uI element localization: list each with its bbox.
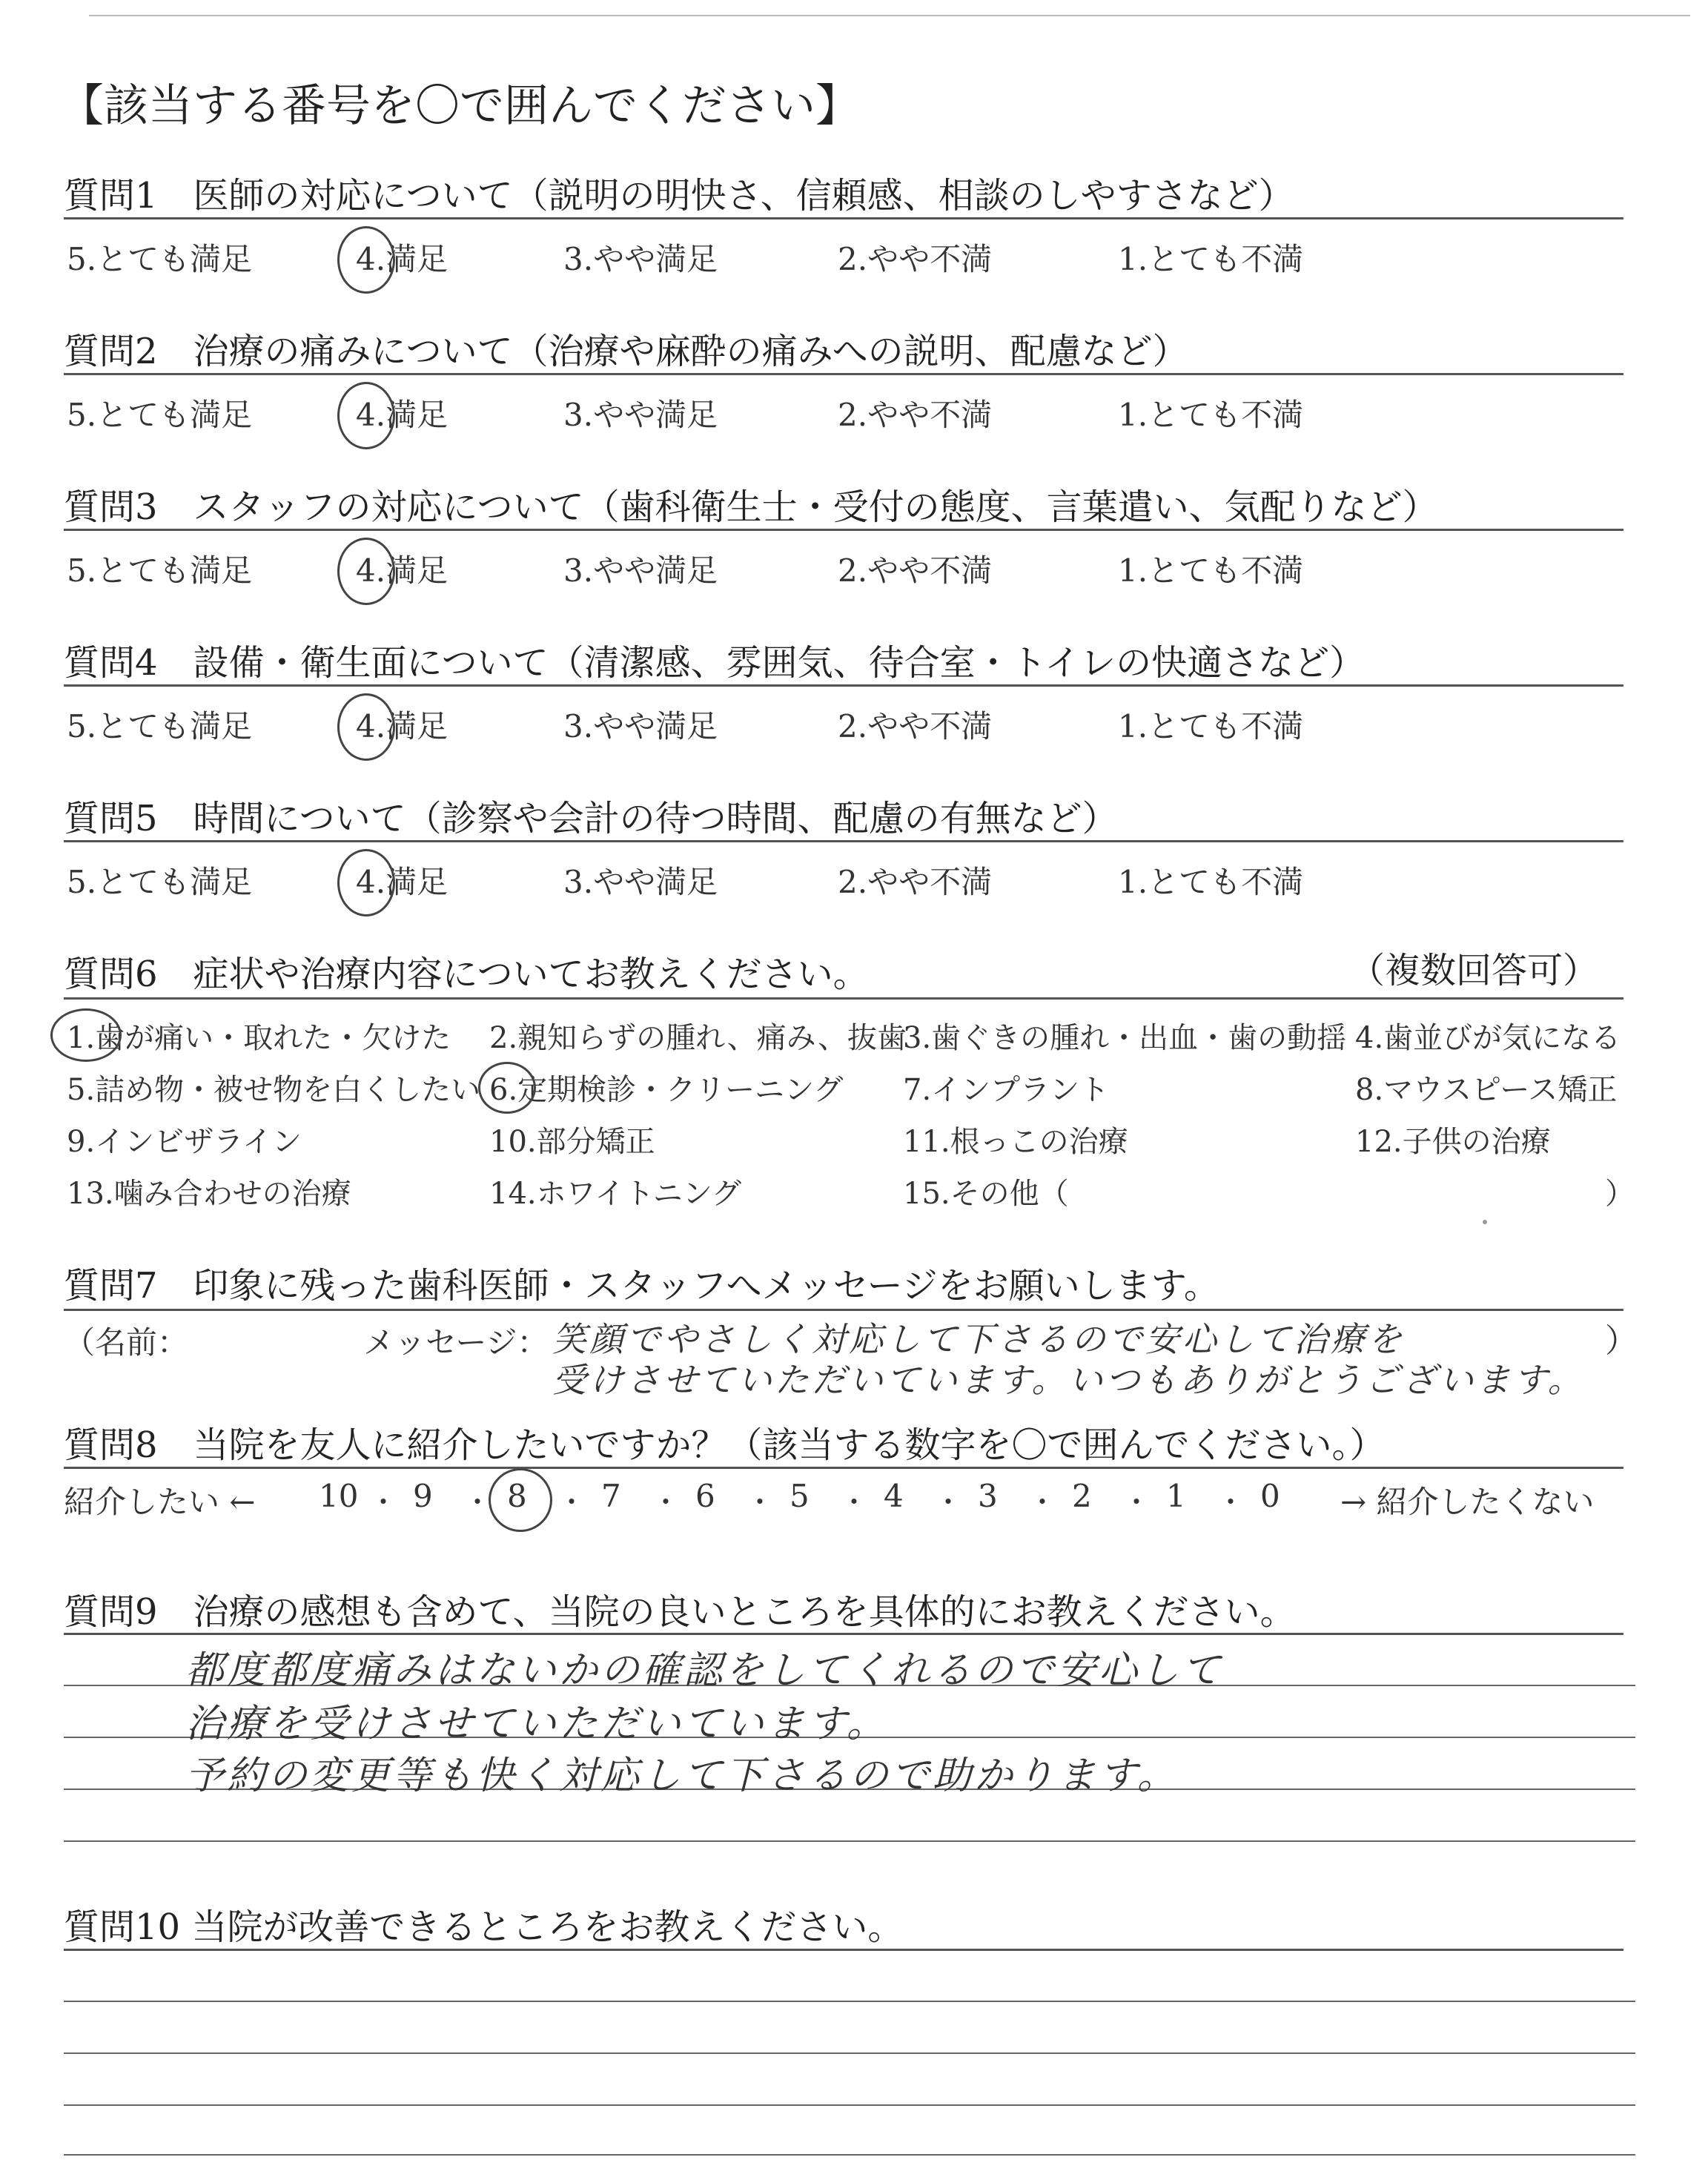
satisfaction-option[interactable]: 4.満足 xyxy=(356,397,448,433)
question-title: 質問5 時間について（診察や会計の待つ時間、配慮の有無など） xyxy=(64,798,1118,839)
q8-scale-value[interactable]: 2 xyxy=(1072,1478,1092,1514)
q6-option[interactable]: 12.子供の治療 xyxy=(1355,1125,1551,1159)
q8-separator: ・ xyxy=(369,1486,398,1519)
question-title: 質問2 治療の痛みについて（治療や麻酔の痛みへの説明、配慮など） xyxy=(64,331,1188,372)
q7-name-label: （名前： xyxy=(64,1324,189,1361)
q6-option[interactable]: 5.詰め物・被せ物を白くしたい xyxy=(67,1073,481,1107)
q7-title: 質問7 印象に残った歯科医師・スタッフへメッセージをお願いします。 xyxy=(64,1265,1219,1307)
scan-speck xyxy=(1483,1220,1487,1224)
satisfaction-option[interactable]: 4.満足 xyxy=(356,241,448,277)
satisfaction-option[interactable]: 1.とても不満 xyxy=(1118,397,1304,433)
question-rule xyxy=(64,529,1623,531)
satisfaction-option[interactable]: 5.とても満足 xyxy=(67,708,253,744)
q8-separator: ・ xyxy=(652,1486,681,1519)
q6-option[interactable]: 7.インプラント xyxy=(903,1073,1110,1107)
q8-separator: ・ xyxy=(934,1486,963,1519)
satisfaction-option[interactable]: 3.やや満足 xyxy=(563,241,718,277)
satisfaction-option[interactable]: 3.やや満足 xyxy=(563,708,718,744)
q6-title: 質問6 症状や治療内容についてお教えください。 xyxy=(64,954,869,995)
q6-option[interactable]: 6.定期検診・クリーニング xyxy=(489,1073,844,1107)
q8-separator: ・ xyxy=(1122,1486,1151,1519)
q6-option[interactable]: 3.歯ぐきの腫れ・出血・歯の動揺 xyxy=(903,1021,1347,1055)
selection-circle xyxy=(337,226,395,294)
q10-line xyxy=(64,2001,1635,2002)
question-rule xyxy=(64,217,1623,219)
q8-left-label: 紹介したい ← xyxy=(64,1484,256,1520)
satisfaction-option[interactable]: 2.やや不満 xyxy=(838,708,993,744)
q6-option[interactable]: 10.部分矯正 xyxy=(489,1125,655,1159)
q8-title: 質問8 当院を友人に紹介したいですか？（該当する数字を〇で囲んでください。） xyxy=(64,1424,1386,1466)
satisfaction-option[interactable]: 2.やや不満 xyxy=(838,241,993,277)
q8-scale-value[interactable]: 4 xyxy=(884,1478,904,1514)
selection-circle xyxy=(337,693,395,761)
satisfaction-option[interactable]: 3.やや満足 xyxy=(563,864,718,900)
q8-right-label: → 紹介したくない xyxy=(1340,1484,1595,1520)
selection-circle xyxy=(337,849,395,916)
q7-message-line1: 笑顔でやさしく対応して下さるので安心して治療を xyxy=(552,1319,1405,1359)
satisfaction-option[interactable]: 5.とても満足 xyxy=(67,397,253,433)
q8-separator: ・ xyxy=(840,1486,869,1519)
selection-circle xyxy=(478,1062,536,1114)
question-title: 質問3 スタッフの対応について（歯科衛生士・受付の態度、言葉遣い、気配りなど） xyxy=(64,486,1438,528)
q6-option[interactable]: 15.その他（ xyxy=(903,1177,1069,1211)
satisfaction-option[interactable]: 1.とても不満 xyxy=(1118,708,1304,744)
question-title: 質問4 設備・衛生面について（清潔感、雰囲気、待合室・トイレの快適さなど） xyxy=(64,642,1366,684)
selection-circle xyxy=(337,382,395,449)
q6-note: （複数回答可） xyxy=(1349,950,1599,991)
q6-rule xyxy=(64,997,1623,1000)
question-rule xyxy=(64,840,1623,842)
q9-rule xyxy=(64,1633,1623,1635)
q9-answer-line: 予約の変更等も快く対応して下さるので助かります。 xyxy=(185,1754,1179,1798)
question-rule xyxy=(64,684,1623,687)
q10-title: 質問10 当院が改善できるところをお教えください。 xyxy=(64,1906,904,1948)
q8-scale-value[interactable]: 8 xyxy=(507,1478,527,1514)
satisfaction-option[interactable]: 2.やや不満 xyxy=(838,552,993,589)
q9-answer-line: 治療を受けさせていただいています。 xyxy=(185,1702,888,1746)
q6-close-paren: ） xyxy=(1605,1177,1635,1211)
q6-option[interactable]: 11.根っこの治療 xyxy=(903,1125,1128,1159)
q6-option[interactable]: 9.インビザライン xyxy=(67,1125,302,1159)
q8-separator: ・ xyxy=(557,1486,586,1519)
q8-scale-value[interactable]: 6 xyxy=(695,1478,715,1514)
question-title: 質問1 医師の対応について（説明の明快さ、信頼感、相談のしやすさなど） xyxy=(64,175,1294,217)
q8-separator: ・ xyxy=(1028,1486,1057,1519)
satisfaction-option[interactable]: 3.やや満足 xyxy=(563,552,718,589)
q6-option[interactable]: 8.マウスピース矯正 xyxy=(1355,1073,1618,1107)
q8-rule xyxy=(64,1467,1623,1469)
q10-line xyxy=(64,2052,1635,2054)
q8-scale-value[interactable]: 7 xyxy=(601,1478,621,1514)
q8-separator: ・ xyxy=(1217,1486,1245,1519)
q9-line xyxy=(64,1840,1635,1842)
q9-title: 質問9 治療の感想も含めて、当院の良いところを具体的にお教えください。 xyxy=(64,1591,1296,1633)
q7-message-line2: 受けさせていただいています。いつもありがとうございます。 xyxy=(552,1360,1585,1400)
instruction-header: 【該当する番号を〇で囲んでください】 xyxy=(59,80,860,132)
satisfaction-option[interactable]: 3.やや満足 xyxy=(563,397,718,433)
q8-scale-value[interactable]: 9 xyxy=(413,1478,433,1514)
q9-answer-line: 都度都度痛みはないかの確認をしてくれるので安心して xyxy=(185,1648,1224,1693)
satisfaction-option[interactable]: 4.満足 xyxy=(356,864,448,900)
scan-edge-line xyxy=(89,15,1690,16)
q10-rule xyxy=(64,1949,1623,1951)
q7-rule xyxy=(64,1309,1623,1311)
q8-separator: ・ xyxy=(463,1486,492,1519)
q7-message-label: メッセージ： xyxy=(363,1324,549,1361)
satisfaction-option[interactable]: 1.とても不満 xyxy=(1118,864,1304,900)
selection-circle xyxy=(337,538,395,605)
satisfaction-option[interactable]: 1.とても不満 xyxy=(1118,552,1304,589)
satisfaction-option[interactable]: 5.とても満足 xyxy=(67,864,253,900)
q8-scale-value[interactable]: 10 xyxy=(319,1478,359,1514)
satisfaction-option[interactable]: 1.とても不満 xyxy=(1118,241,1304,277)
q6-option[interactable]: 13.噛み合わせの治療 xyxy=(67,1177,351,1211)
q8-separator: ・ xyxy=(746,1486,775,1519)
satisfaction-option[interactable]: 2.やや不満 xyxy=(838,397,993,433)
q8-scale-value[interactable]: 3 xyxy=(978,1478,998,1514)
q10-line xyxy=(64,2104,1635,2106)
q8-scale-value[interactable]: 0 xyxy=(1260,1478,1280,1514)
selection-circle xyxy=(489,1468,552,1532)
q8-scale-value[interactable]: 5 xyxy=(790,1478,810,1514)
q6-option[interactable]: 14.ホワイトニング xyxy=(489,1177,742,1211)
satisfaction-option[interactable]: 4.満足 xyxy=(356,552,448,589)
q6-option[interactable]: 4.歯並びが気になる xyxy=(1355,1021,1621,1055)
q7-close-paren: ） xyxy=(1605,1322,1638,1360)
question-rule xyxy=(64,373,1623,375)
satisfaction-option[interactable]: 2.やや不満 xyxy=(838,864,993,900)
satisfaction-option[interactable]: 4.満足 xyxy=(356,708,448,744)
satisfaction-option[interactable]: 5.とても満足 xyxy=(67,241,253,277)
q8-scale-value[interactable]: 1 xyxy=(1166,1478,1186,1514)
q6-option[interactable]: 1.歯が痛い・取れた・欠けた xyxy=(67,1021,451,1055)
q10-line xyxy=(64,2154,1635,2156)
selection-circle xyxy=(50,1008,122,1062)
satisfaction-option[interactable]: 5.とても満足 xyxy=(67,552,253,589)
q6-option[interactable]: 2.親知らずの腫れ、痛み、抜歯 xyxy=(489,1021,907,1055)
